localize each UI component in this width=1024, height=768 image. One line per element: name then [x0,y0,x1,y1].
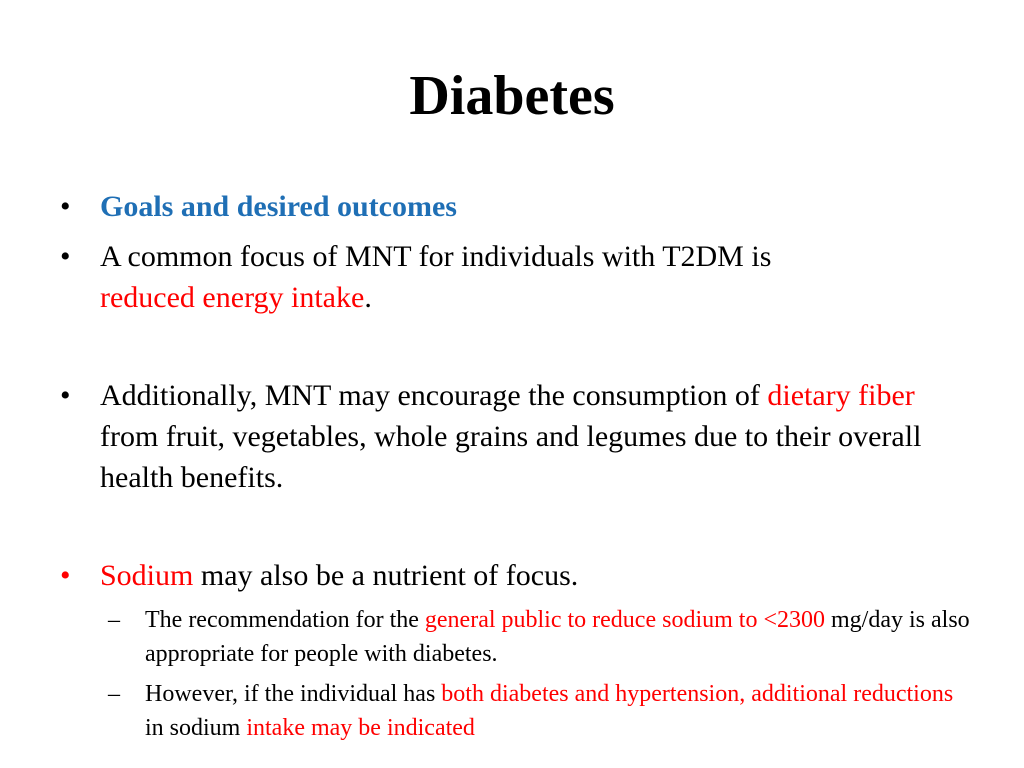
bullet-fiber-emphasis: dietary fiber [767,379,915,412]
sub-bullet-general-public [108,603,975,671]
sub-hypertension-emphasis-2: intake may be indicated [246,715,475,741]
bullet-marker: • [60,379,71,412]
bullet-energy-end: . [364,281,372,314]
bullet-dietary-fiber [60,375,970,498]
sub-general-end: mg/day is also appropriate for people with diabetes. [145,607,970,667]
bullet-goals-text: Goals and desired outcomes [100,190,457,223]
sub-general-text: The recommendation for the [145,607,425,633]
sub-bullet-marker: – [108,607,120,633]
bullet-sodium-text: may also be a nutrient of focus. [193,559,579,592]
sub-hypertension-mid: in sodium [145,715,247,741]
bullet-marker: • [60,559,71,592]
bullet-fiber-text: Additionally, MNT may encourage the consumption of [100,379,768,412]
bullet-fiber-end: from fruit, vegetables, whole grains and legumes due to their overall health benefits. [100,420,922,494]
sub-hypertension-text: However, if the individual has [145,681,442,707]
sub-bullet-marker: – [108,681,120,707]
bullet-goals [60,186,970,227]
sub-hypertension-emphasis: both diabetes and hypertension, additional reductions [441,681,954,707]
sub-bullet-hypertension [108,677,975,745]
bullet-energy-emphasis: reduced energy intake [100,281,365,314]
bullet-marker: • [60,240,71,273]
sub-general-emphasis: general public to reduce sodium to <2300 [424,607,825,633]
bullet-energy-text: A common focus of MNT for individuals with T2DM is [100,240,772,273]
bullet-sodium [60,555,970,596]
bullet-marker: • [60,190,71,223]
bullet-sodium-emphasis: Sodium [100,559,194,592]
bullet-energy-intake [60,236,970,318]
slide-title: Diabetes [409,65,615,127]
